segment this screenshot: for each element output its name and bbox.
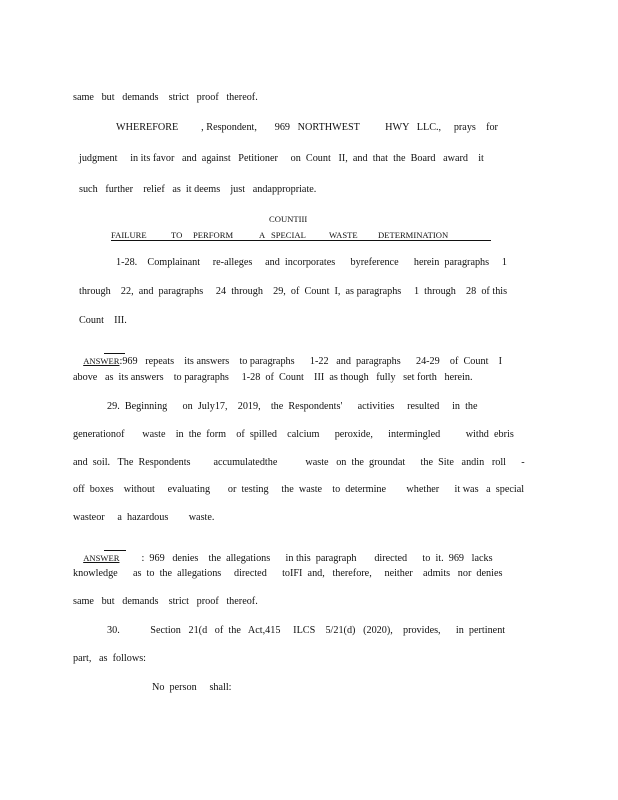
text-line: generationof waste in the form of spilled calcium peroxide, intermingled withd ebris <box>73 429 514 440</box>
heading-underline <box>111 240 491 241</box>
answer-label: ANSWER <box>83 356 120 366</box>
text-line: wasteor a hazardous waste. <box>73 512 215 523</box>
heading-word: FAILURE <box>111 230 147 240</box>
count-heading: COUNTIII <box>269 214 308 224</box>
answer-text: :969 repeats its answers to paragraphs 1-22 and paragraphs 24-29 of Count I <box>119 356 502 367</box>
answer-label: ANSWER <box>83 553 120 563</box>
text-line: judgment in its favor and against Petitioner on Count II, and that the Board award it <box>79 153 484 164</box>
text-line: 30. Section 21(d of the Act,415 ILCS 5/21(d) (2020), provides, in pertinent <box>107 625 506 636</box>
text-line: WHEREFORE , Respondent, 969 NORTHWEST HWY LLC., prays for <box>116 122 498 133</box>
heading-word: TO <box>171 230 183 240</box>
heading-word: WASTE <box>329 230 358 240</box>
answer-underline <box>104 353 125 354</box>
text-line: such further relief as it deems just andappropriate. <box>79 184 317 195</box>
heading-word: A <box>259 230 266 240</box>
text-line: 29. Beginning on July17, 2019, the Respondents' activities resulted in the <box>107 401 478 412</box>
answer-text: : 969 denies the allegations in this paragraph directed to it. 969 lacks <box>141 553 493 564</box>
text-line: above as its answers to paragraphs 1-28 of Count III as though fully set forth herein. <box>73 372 473 383</box>
text-line: knowledge as to the allegations directed toIFI and, therefore, neither admits nor denies <box>73 568 503 579</box>
text-line: part, as follows: <box>73 653 146 664</box>
text-line: No person shall: <box>152 682 232 693</box>
answer-underline <box>104 550 126 551</box>
heading-word: SPECIAL <box>271 230 306 240</box>
text-line: same but demands strict proof thereof. <box>73 92 258 103</box>
text-line: off boxes without evaluating or testing the waste to determine whether it was a special <box>73 484 525 495</box>
heading-word: DETERMINATION <box>378 230 449 240</box>
text-line: 1-28. Complainant re-alleges and incorporates byreference herein paragraphs 1 <box>116 257 507 268</box>
text-line: through 22, and paragraphs 24 through 29, of Count I, as paragraphs 1 through 28 of this <box>79 286 508 297</box>
text-line: same but demands strict proof thereof. <box>73 596 258 607</box>
text-line: Count III. <box>79 315 127 326</box>
heading-word: PERFORM <box>193 230 234 240</box>
text-line: and soil. The Respondents accumulatedthe waste on the groundat the Site andin roll - <box>73 457 525 468</box>
